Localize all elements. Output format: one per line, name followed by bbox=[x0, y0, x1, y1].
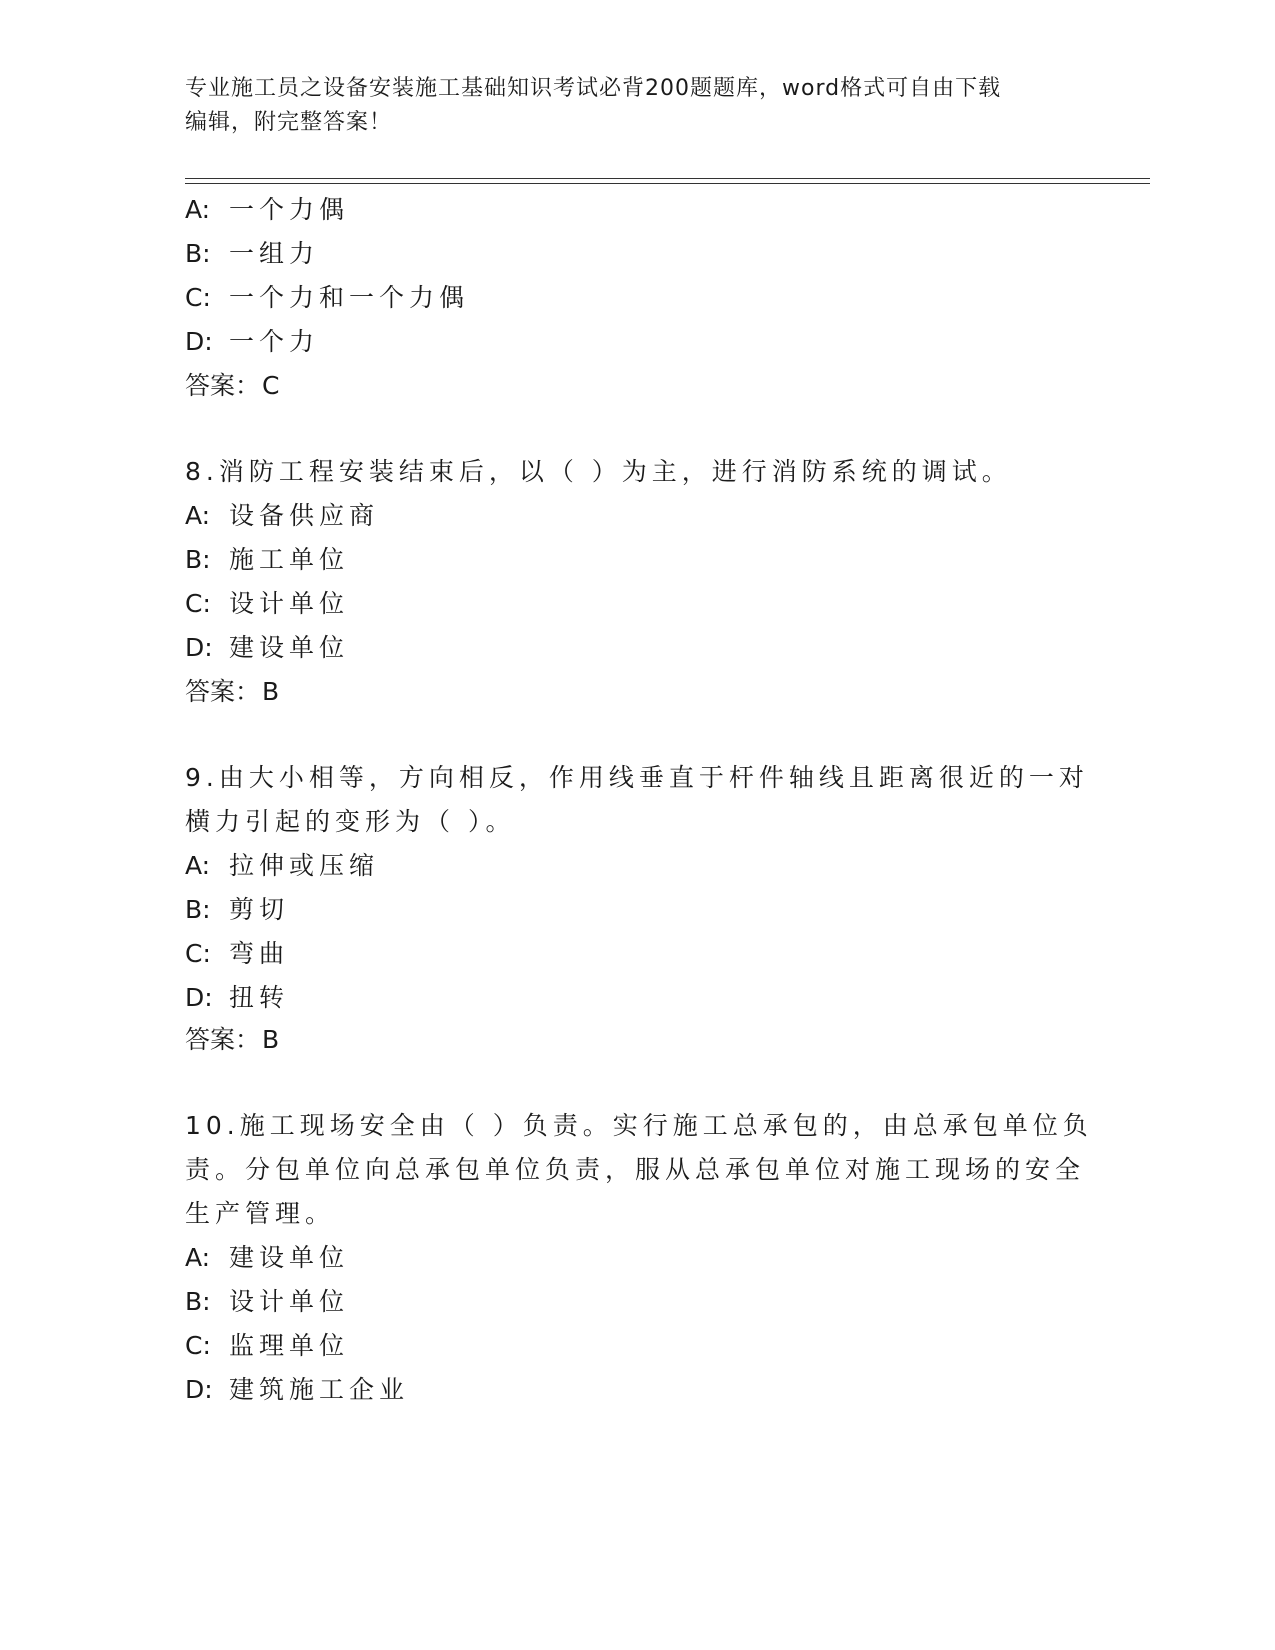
option-text: 一个力 bbox=[229, 327, 320, 356]
q9-option-a bbox=[185, 850, 379, 882]
q9-question-line2: 横力引起的变形为（ ）。 bbox=[185, 807, 516, 836]
q10-question-line3: 生产管理。 bbox=[185, 1199, 336, 1228]
header-divider-top bbox=[185, 178, 1150, 179]
option-label: B: bbox=[185, 545, 211, 574]
option-label: B: bbox=[185, 239, 211, 268]
option-text: 扭转 bbox=[229, 983, 290, 1012]
option-text: 拉伸或压缩 bbox=[229, 851, 380, 880]
q7-option-c bbox=[185, 282, 469, 314]
option-text: 设计单位 bbox=[229, 1287, 350, 1316]
q9-option-c bbox=[185, 938, 289, 970]
option-text: 一组力 bbox=[229, 239, 320, 268]
option-label: C: bbox=[185, 283, 211, 312]
option-label: D: bbox=[185, 327, 213, 356]
q8-option-b bbox=[185, 544, 349, 576]
answer-label: 答案： bbox=[185, 677, 261, 706]
document-header bbox=[185, 72, 1065, 140]
option-label: A: bbox=[185, 501, 211, 530]
header-divider-bottom bbox=[185, 183, 1150, 184]
q9-option-b bbox=[185, 894, 289, 926]
option-text: 建设单位 bbox=[229, 1243, 350, 1272]
option-text: 建设单位 bbox=[229, 633, 350, 662]
q10-question-line1: 10.施工现场安全由（ ）负责。实行施工总承包的，由总承包单位负 bbox=[185, 1111, 1093, 1140]
answer-value: B bbox=[262, 1025, 280, 1054]
q8-option-c bbox=[185, 588, 349, 620]
q7-option-a bbox=[185, 194, 349, 226]
q9-option-d bbox=[185, 982, 289, 1014]
q9-answer bbox=[185, 1024, 279, 1056]
header-title-line1: 专业施工员之设备安装施工基础知识考试必背200题题库，word格式可自由下载 bbox=[185, 76, 1002, 101]
q10-question-line2: 责。分包单位向总承包单位负责，服从总承包单位对施工现场的安全 bbox=[185, 1155, 1086, 1184]
option-text: 一个力和一个力偶 bbox=[229, 283, 470, 312]
q8-option-d bbox=[185, 632, 349, 664]
option-label: C: bbox=[185, 589, 211, 618]
option-label: A: bbox=[185, 1243, 211, 1272]
option-label: C: bbox=[185, 939, 211, 968]
answer-value: B bbox=[262, 677, 280, 706]
option-label: A: bbox=[185, 851, 211, 880]
option-text: 弯曲 bbox=[229, 939, 290, 968]
answer-value: C bbox=[262, 371, 280, 400]
option-label: B: bbox=[185, 895, 211, 924]
header-title-line2: 编辑，附完整答案！ bbox=[185, 110, 393, 135]
q10-option-a bbox=[185, 1242, 349, 1274]
option-text: 设计单位 bbox=[229, 589, 350, 618]
option-label: C: bbox=[185, 1331, 211, 1360]
q7-answer bbox=[185, 370, 279, 402]
answer-label: 答案： bbox=[185, 1025, 261, 1054]
option-text: 一个力偶 bbox=[229, 195, 350, 224]
option-label: B: bbox=[185, 1287, 211, 1316]
q8-option-a bbox=[185, 500, 379, 532]
q10-option-d bbox=[185, 1374, 409, 1406]
option-text: 剪切 bbox=[229, 895, 290, 924]
q8-question: 8.消防工程安装结束后，以（ ）为主，进行消防系统的调试。 bbox=[185, 457, 1012, 486]
q9-question-line1: 9.由大小相等，方向相反，作用线垂直于杆件轴线且距离很近的一对 bbox=[185, 763, 1089, 792]
option-text: 建筑施工企业 bbox=[229, 1375, 410, 1404]
option-text: 设备供应商 bbox=[229, 501, 380, 530]
q7-option-b bbox=[185, 238, 319, 270]
q8-answer bbox=[185, 676, 279, 708]
q10-option-b bbox=[185, 1286, 349, 1318]
option-text: 施工单位 bbox=[229, 545, 350, 574]
option-text: 监理单位 bbox=[229, 1331, 350, 1360]
answer-label: 答案： bbox=[185, 371, 261, 400]
q10-option-c bbox=[185, 1330, 349, 1362]
q7-option-d bbox=[185, 326, 319, 358]
option-label: D: bbox=[185, 633, 213, 662]
option-label: D: bbox=[185, 983, 213, 1012]
option-label: D: bbox=[185, 1375, 213, 1404]
option-label: A: bbox=[185, 195, 211, 224]
